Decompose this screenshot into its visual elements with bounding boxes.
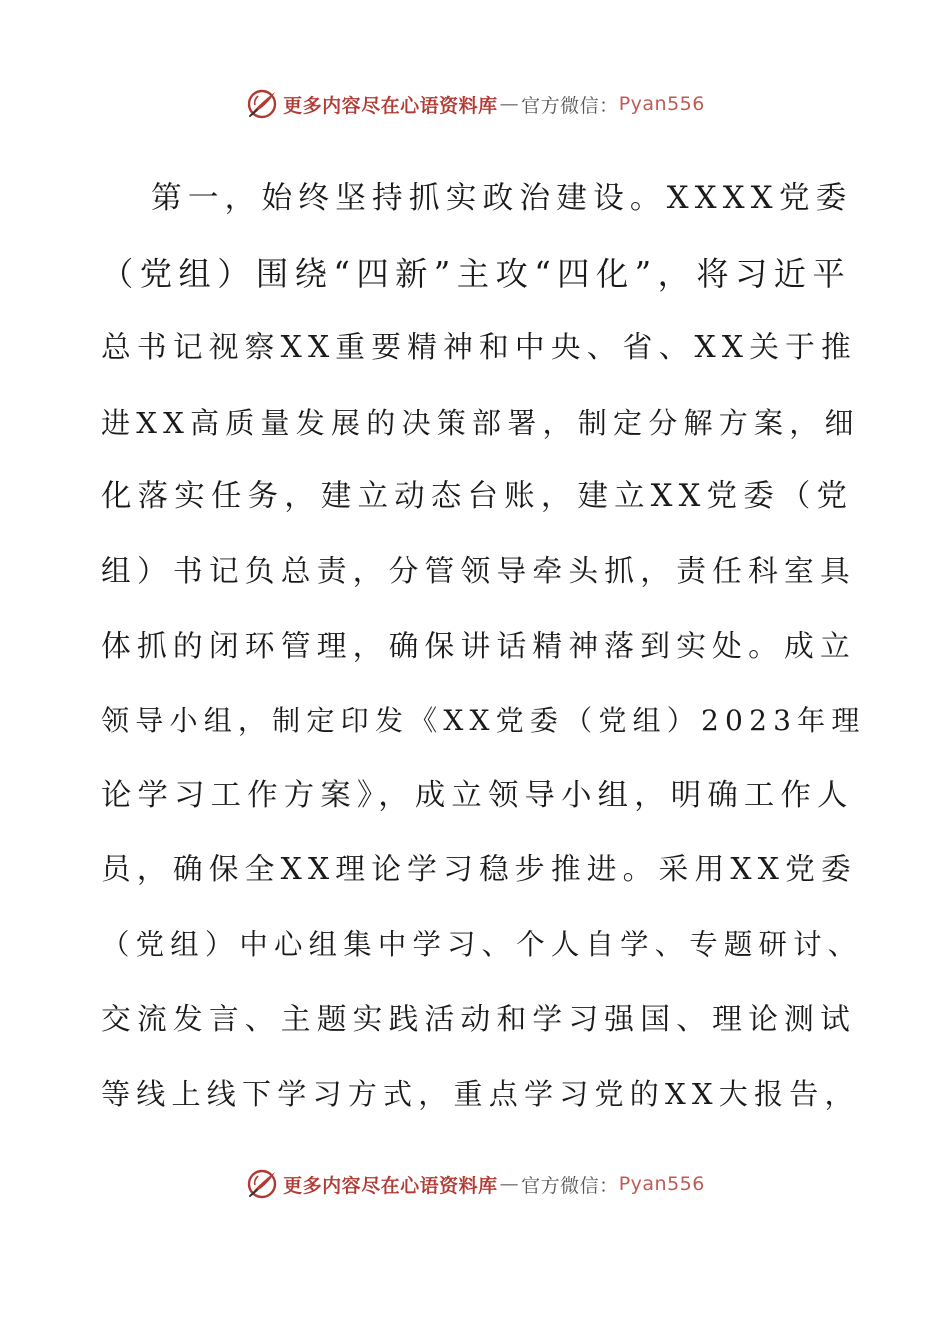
watermark-text	[283, 1171, 705, 1198]
quill-pen-logo-icon	[245, 1167, 279, 1201]
paragraph-line: 领导小组，制定印发《XX党委（党组）2023年理	[101, 704, 866, 738]
paragraph-line: 体抓的闭环管理，确保讲话精神落到实处。成立	[101, 628, 856, 664]
watermark-text	[283, 91, 705, 118]
watermark-brand: 更多内容尽在心语资料库	[283, 94, 498, 117]
paragraph-line: 组）书记负总责，分管领导牵头抓，责任科室具	[101, 553, 856, 589]
watermark-wechat-id: Pyan556	[618, 93, 705, 115]
document-paragraph	[101, 162, 866, 1132]
paragraph-line: （党组）围绕“四新”主攻“四化”，将习近平	[101, 254, 851, 293]
paragraph-line: 总书记视察XX重要精神和中央、省、XX关于推	[101, 330, 857, 366]
footer-watermark	[0, 1164, 950, 1204]
paragraph-line: 第一，始终坚持抓实政治建设。XXXX党委	[151, 181, 853, 216]
watermark-separator: —	[499, 93, 520, 115]
paragraph-line: 交流发言、主题实践活动和学习强国、理论测试	[101, 1001, 856, 1037]
watermark-brand: 更多内容尽在心语资料库	[283, 1174, 498, 1197]
watermark-label: 官方微信：	[521, 94, 619, 117]
paragraph-line: 进XX高质量发展的决策部署，制定分解方案，细	[101, 405, 860, 440]
paragraph-line: （党组）中心组集中学习、个人自学、专题研讨、	[101, 927, 863, 961]
watermark-separator: —	[499, 1173, 520, 1195]
watermark-label: 官方微信：	[521, 1174, 619, 1197]
quill-pen-logo-icon	[245, 87, 279, 121]
paragraph-line: 员，确保全XX理论学习稳步推进。采用XX党委	[101, 852, 857, 888]
paragraph-line: 等线上线下学习方式，重点学习党的XX大报告，	[101, 1077, 860, 1112]
header-watermark	[0, 84, 950, 124]
paragraph-line: 化落实任务，建立动态台账，建立XX党委（党	[101, 479, 854, 515]
watermark-wechat-id: Pyan556	[618, 1173, 705, 1195]
paragraph-line: 论学习工作方案》，成立领导小组，明确工作人	[101, 777, 854, 813]
